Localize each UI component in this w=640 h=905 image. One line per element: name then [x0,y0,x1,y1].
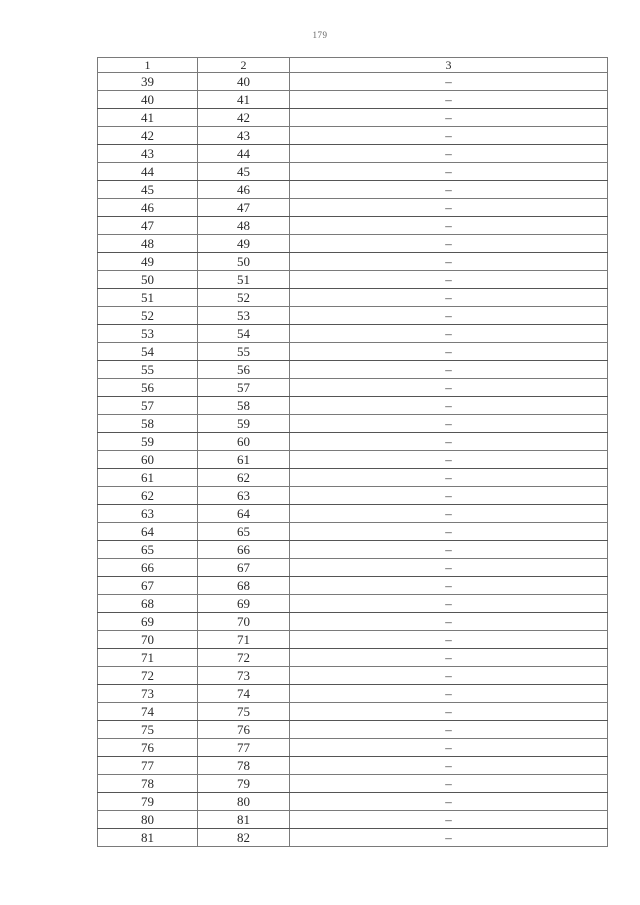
column-header-3: 3 [290,58,608,73]
table-cell-col-2: 81 [198,811,290,829]
table-cell-col-3: – [290,181,608,199]
table-cell-col-3: – [290,379,608,397]
table-cell-col-3: – [290,289,608,307]
table-cell-col-1: 79 [98,793,198,811]
table-row [98,775,608,793]
table-cell-col-3: – [290,217,608,235]
table-cell-col-1: 68 [98,595,198,613]
header-row [98,58,608,73]
table-cell-col-1: 54 [98,343,198,361]
table-row [98,163,608,181]
table-row [98,757,608,775]
table-cell-col-3: – [290,559,608,577]
page-number: 179 [312,30,328,40]
table-cell-col-1: 55 [98,361,198,379]
table-cell-col-3: – [290,397,608,415]
table-row [98,271,608,289]
table-cell-col-2: 50 [198,253,290,271]
table-row [98,793,608,811]
table-cell-col-2: 55 [198,343,290,361]
table-cell-col-1: 66 [98,559,198,577]
table-cell-col-1: 56 [98,379,198,397]
table-row [98,703,608,721]
table-cell-col-1: 58 [98,415,198,433]
table-cell-col-2: 60 [198,433,290,451]
table-cell-col-1: 62 [98,487,198,505]
table-row [98,127,608,145]
table-row [98,721,608,739]
column-header-2: 2 [198,58,290,73]
table-row [98,523,608,541]
table-cell-col-3: – [290,127,608,145]
table-cell-col-3: – [290,433,608,451]
table-cell-col-2: 78 [198,757,290,775]
table-cell-col-1: 73 [98,685,198,703]
table-cell-col-2: 70 [198,613,290,631]
table-cell-col-1: 69 [98,613,198,631]
table-cell-col-1: 45 [98,181,198,199]
table-cell-col-1: 76 [98,739,198,757]
table-cell-col-1: 60 [98,451,198,469]
table-cell-col-3: – [290,793,608,811]
table-cell-col-1: 40 [98,91,198,109]
table-cell-col-1: 46 [98,199,198,217]
table-cell-col-2: 45 [198,163,290,181]
table-cell-col-1: 41 [98,109,198,127]
table-row [98,289,608,307]
table-cell-col-2: 71 [198,631,290,649]
table-cell-col-2: 77 [198,739,290,757]
table-cell-col-3: – [290,469,608,487]
table-cell-col-1: 42 [98,127,198,145]
table-row [98,487,608,505]
table-cell-col-1: 52 [98,307,198,325]
table-row [98,253,608,271]
table-cell-col-2: 51 [198,271,290,289]
table-cell-col-2: 47 [198,199,290,217]
table-row [98,415,608,433]
table-cell-col-2: 46 [198,181,290,199]
table-cell-col-1: 61 [98,469,198,487]
table-row [98,325,608,343]
table-cell-col-1: 70 [98,631,198,649]
table-cell-col-3: – [290,613,608,631]
table-cell-col-2: 82 [198,829,290,847]
table-cell-col-1: 71 [98,649,198,667]
table-row [98,559,608,577]
table-body [98,73,608,847]
table-cell-col-3: – [290,649,608,667]
table-cell-col-3: – [290,631,608,649]
table-cell-col-3: – [290,451,608,469]
table-cell-col-2: 62 [198,469,290,487]
table-cell-col-1: 44 [98,163,198,181]
table-cell-col-2: 67 [198,559,290,577]
table-cell-col-1: 53 [98,325,198,343]
table-cell-col-3: – [290,829,608,847]
table-row [98,109,608,127]
table-cell-col-3: – [290,415,608,433]
table-cell-col-1: 81 [98,829,198,847]
table-cell-col-1: 57 [98,397,198,415]
table-cell-col-2: 72 [198,649,290,667]
table-cell-col-3: – [290,577,608,595]
table-cell-col-2: 76 [198,721,290,739]
table-cell-col-1: 49 [98,253,198,271]
table-row [98,307,608,325]
table-row [98,469,608,487]
table-cell-col-3: – [290,811,608,829]
table-header [98,58,608,73]
table-row [98,667,608,685]
table-cell-col-3: – [290,253,608,271]
table-cell-col-3: – [290,235,608,253]
table-cell-col-2: 73 [198,667,290,685]
table-cell-col-1: 39 [98,73,198,91]
table-cell-col-3: – [290,163,608,181]
table-row [98,505,608,523]
table-cell-col-3: – [290,109,608,127]
table-cell-col-3: – [290,721,608,739]
table-cell-col-1: 67 [98,577,198,595]
table-row [98,343,608,361]
table-cell-col-2: 41 [198,91,290,109]
table-cell-col-3: – [290,541,608,559]
table-cell-col-2: 43 [198,127,290,145]
table-cell-col-1: 64 [98,523,198,541]
table-row [98,451,608,469]
table-cell-col-3: – [290,271,608,289]
table-row [98,631,608,649]
table-cell-col-2: 66 [198,541,290,559]
table-cell-col-3: – [290,199,608,217]
table-row [98,577,608,595]
table-row [98,217,608,235]
table-row [98,829,608,847]
table-cell-col-1: 78 [98,775,198,793]
table-row [98,613,608,631]
table-cell-col-2: 75 [198,703,290,721]
table-row [98,433,608,451]
table-cell-col-1: 50 [98,271,198,289]
data-table [97,57,608,847]
table-cell-col-3: – [290,307,608,325]
table-cell-col-3: – [290,343,608,361]
table-cell-col-2: 54 [198,325,290,343]
table-cell-col-3: – [290,73,608,91]
table-cell-col-3: – [290,91,608,109]
table-cell-col-1: 48 [98,235,198,253]
table-cell-col-1: 77 [98,757,198,775]
table-cell-col-2: 56 [198,361,290,379]
table-row [98,145,608,163]
table-cell-col-3: – [290,775,608,793]
table-cell-col-3: – [290,145,608,163]
table-cell-col-3: – [290,757,608,775]
table-cell-col-2: 74 [198,685,290,703]
table-cell-col-2: 80 [198,793,290,811]
table-cell-col-2: 79 [198,775,290,793]
table-cell-col-3: – [290,685,608,703]
table-row [98,397,608,415]
table-cell-col-2: 58 [198,397,290,415]
table-cell-col-2: 42 [198,109,290,127]
table-cell-col-2: 64 [198,505,290,523]
table-row [98,181,608,199]
table-row [98,361,608,379]
table-cell-col-3: – [290,595,608,613]
table-cell-col-1: 63 [98,505,198,523]
table-cell-col-3: – [290,667,608,685]
table-row [98,73,608,91]
table-cell-col-2: 52 [198,289,290,307]
table-cell-col-2: 59 [198,415,290,433]
table-cell-col-2: 69 [198,595,290,613]
table-row [98,91,608,109]
table-cell-col-2: 40 [198,73,290,91]
table-row [98,595,608,613]
table-cell-col-1: 65 [98,541,198,559]
table-cell-col-3: – [290,523,608,541]
table-row [98,235,608,253]
table-cell-col-3: – [290,361,608,379]
table-row [98,685,608,703]
table-cell-col-2: 49 [198,235,290,253]
table-cell-col-1: 72 [98,667,198,685]
table-cell-col-1: 80 [98,811,198,829]
table-row [98,541,608,559]
table-cell-col-2: 53 [198,307,290,325]
table-cell-col-1: 75 [98,721,198,739]
table-row [98,649,608,667]
table-cell-col-1: 59 [98,433,198,451]
table-cell-col-1: 47 [98,217,198,235]
table-cell-col-2: 68 [198,577,290,595]
table-row [98,199,608,217]
table-cell-col-3: – [290,739,608,757]
table-cell-col-3: – [290,325,608,343]
column-header-1: 1 [98,58,198,73]
table-cell-col-2: 57 [198,379,290,397]
table-cell-col-3: – [290,505,608,523]
table-cell-col-1: 51 [98,289,198,307]
table-cell-col-1: 43 [98,145,198,163]
table-cell-col-1: 74 [98,703,198,721]
table-cell-col-2: 63 [198,487,290,505]
table-cell-col-2: 61 [198,451,290,469]
table-cell-col-2: 48 [198,217,290,235]
table-cell-col-2: 65 [198,523,290,541]
table-row [98,379,608,397]
table-cell-col-3: – [290,487,608,505]
table-row [98,739,608,757]
table-row [98,811,608,829]
table-cell-col-2: 44 [198,145,290,163]
table-cell-col-3: – [290,703,608,721]
